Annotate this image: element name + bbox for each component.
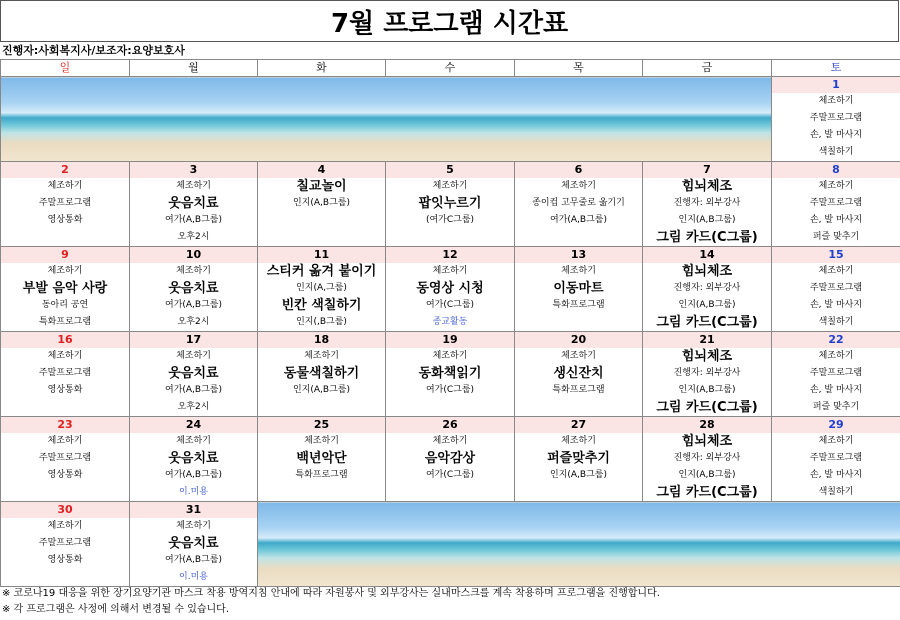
program-line: 색칠하기 bbox=[818, 487, 854, 497]
day-number: 27 bbox=[515, 417, 642, 433]
program-line: 이.미용 bbox=[179, 487, 208, 497]
program-line: 체조하기 bbox=[432, 181, 468, 191]
day-cell bbox=[130, 332, 258, 417]
program-line: 인지(A,B그룹) bbox=[293, 198, 350, 208]
day-number: 8 bbox=[772, 162, 900, 178]
day-number: 17 bbox=[130, 332, 257, 348]
day-cell bbox=[386, 332, 515, 417]
program-line: 체조하기 bbox=[176, 436, 211, 446]
day-cell bbox=[772, 77, 900, 162]
program-title: 동영상 시청 bbox=[416, 281, 484, 296]
day-number: 16 bbox=[1, 332, 129, 348]
program-line: 진행자: 외부강사 bbox=[673, 368, 741, 378]
program-line: 체조하기 bbox=[176, 266, 211, 276]
weekday-header-row bbox=[1, 60, 900, 77]
program-title: 그림 카드(C그룹) bbox=[656, 485, 758, 500]
day-number: 19 bbox=[386, 332, 514, 348]
day-number: 26 bbox=[386, 417, 514, 433]
day-cell bbox=[258, 247, 386, 332]
day-cell bbox=[643, 162, 772, 247]
day-cell bbox=[258, 162, 386, 247]
program-line: 체조하기 bbox=[561, 266, 596, 276]
program-line: 체조하기 bbox=[304, 436, 339, 446]
staff-info: 진행자:사회복지사/보조자:요양보호사 bbox=[2, 44, 185, 57]
day-cell bbox=[1, 332, 130, 417]
program-line: 체조하기 bbox=[818, 266, 854, 276]
weekday-thu: 목 bbox=[515, 60, 643, 77]
program-line: 인지(A,B그룹) bbox=[293, 385, 350, 395]
day-cell bbox=[1, 417, 130, 502]
day-number: 23 bbox=[1, 417, 129, 433]
program-line: 체조하기 bbox=[561, 351, 596, 361]
day-number: 2 bbox=[1, 162, 129, 178]
day-cell bbox=[386, 247, 515, 332]
program-title: 스티커 옮겨 붙이기 bbox=[266, 264, 377, 279]
program-title: 퍼즐맞추기 bbox=[547, 451, 610, 466]
page-title: 7월 프로그램 시간표 bbox=[0, 0, 899, 42]
program-line: 주말프로그램 bbox=[38, 368, 92, 378]
program-line: 여가(A,B그룹) bbox=[165, 300, 222, 310]
day-cell bbox=[515, 417, 643, 502]
day-number: 18 bbox=[258, 332, 385, 348]
day-number: 5 bbox=[386, 162, 514, 178]
day-cell bbox=[258, 417, 386, 502]
program-line: 주말프로그램 bbox=[38, 453, 92, 463]
weekday-sun: 일 bbox=[1, 60, 130, 77]
day-cell bbox=[1, 162, 130, 247]
program-title: 칠교놀이 bbox=[296, 179, 347, 194]
program-line: 진행자: 외부강사 bbox=[673, 283, 741, 293]
program-line: 손, 발 마사지 bbox=[809, 385, 863, 395]
program-line: 인지(A,B그룹) bbox=[678, 385, 736, 395]
program-title: 웃음치료 bbox=[168, 451, 219, 466]
program-title: 빈칸 색칠하기 bbox=[281, 298, 362, 313]
program-line: 체조하기 bbox=[176, 181, 211, 191]
program-line: 체조하기 bbox=[176, 521, 211, 531]
program-line: 체조하기 bbox=[561, 181, 596, 191]
program-line: 오후2시 bbox=[177, 232, 210, 242]
program-line: 영상통화 bbox=[47, 555, 83, 565]
day-cell bbox=[515, 332, 643, 417]
calendar-table bbox=[0, 59, 900, 587]
program-line: (여가C그룹) bbox=[425, 215, 475, 225]
day-number: 30 bbox=[1, 502, 129, 518]
day-cell bbox=[130, 417, 258, 502]
day-number: 24 bbox=[130, 417, 257, 433]
day-number: 4 bbox=[258, 162, 385, 178]
day-number: 10 bbox=[130, 247, 257, 263]
day-number: 6 bbox=[515, 162, 642, 178]
week-row bbox=[1, 332, 900, 417]
program-title: 웃음치료 bbox=[168, 536, 219, 551]
day-cell bbox=[515, 162, 643, 247]
program-title: 동물색칠하기 bbox=[283, 366, 360, 381]
program-line: 특화프로그램 bbox=[552, 300, 605, 310]
program-line: 주말프로그램 bbox=[809, 453, 863, 463]
program-line: 주말프로그램 bbox=[809, 283, 863, 293]
weekday-wed: 수 bbox=[386, 60, 515, 77]
program-line: 주말프로그램 bbox=[809, 198, 863, 208]
program-line: 인지(A,그룹) bbox=[296, 283, 347, 293]
day-number: 9 bbox=[1, 247, 129, 263]
program-line: 오후2시 bbox=[177, 317, 210, 327]
day-number: 3 bbox=[130, 162, 257, 178]
program-title: 동화책읽기 bbox=[418, 366, 482, 381]
program-line: 색칠하기 bbox=[818, 317, 854, 327]
day-cell bbox=[1, 247, 130, 332]
program-line: 체조하기 bbox=[304, 351, 339, 361]
program-title: 생신잔치 bbox=[553, 366, 604, 381]
program-line: 여가(A,B그룹) bbox=[165, 215, 222, 225]
day-number: 11 bbox=[258, 247, 385, 263]
program-line: 체조하기 bbox=[432, 266, 468, 276]
program-title: 웃음치료 bbox=[168, 281, 219, 296]
program-line: 여가(C그룹) bbox=[425, 385, 475, 395]
program-line: 손, 발 마사지 bbox=[809, 470, 863, 480]
footnote: ※ 각 프로그램은 사정에 의해서 변경될 수 있습니다. bbox=[2, 604, 230, 615]
day-cell bbox=[386, 417, 515, 502]
day-number: 20 bbox=[515, 332, 642, 348]
program-title: 웃음치료 bbox=[168, 366, 219, 381]
program-line: 주말프로그램 bbox=[809, 113, 863, 123]
program-line: 체조하기 bbox=[47, 351, 83, 361]
program-title: 힘뇌체조 bbox=[681, 264, 733, 279]
program-line: 진행자: 외부강사 bbox=[673, 198, 741, 208]
program-title: 그림 카드(C그룹) bbox=[656, 400, 758, 415]
day-cell bbox=[772, 162, 900, 247]
beach-image bbox=[258, 502, 900, 587]
program-title: 그림 카드(C그룹) bbox=[656, 230, 758, 245]
program-line: 체조하기 bbox=[47, 436, 83, 446]
footnote: ※ 코로나19 대응을 위한 장기요양기관 마스크 착용 방역지침 안내에 따라 자원봉사 및 외부강사는 실내마스크를 계속 착용하며 프로그램을 진행합니다. bbox=[2, 588, 660, 599]
program-line: 여가(A,B그룹) bbox=[165, 470, 222, 480]
program-title: 이동마트 bbox=[553, 281, 604, 296]
day-cell bbox=[643, 332, 772, 417]
program-line: 종교활동 bbox=[432, 317, 468, 327]
day-number: 13 bbox=[515, 247, 642, 263]
program-line: 여가(A,B그룹) bbox=[550, 215, 607, 225]
program-title: 부발 음악 사랑 bbox=[22, 281, 108, 296]
day-number: 1 bbox=[772, 77, 900, 93]
program-line: 주말프로그램 bbox=[809, 368, 863, 378]
day-cell bbox=[515, 247, 643, 332]
day-cell bbox=[643, 247, 772, 332]
program-line: 주말프로그램 bbox=[38, 538, 92, 548]
program-line: 손, 발 마사지 bbox=[809, 300, 863, 310]
week-row bbox=[1, 77, 900, 162]
weekday-fri: 금 bbox=[643, 60, 772, 77]
day-cell bbox=[258, 332, 386, 417]
day-cell bbox=[130, 162, 258, 247]
program-title: 그림 카드(C그룹) bbox=[656, 315, 758, 330]
program-line: 이.미용 bbox=[179, 572, 208, 582]
program-line: 오후2시 bbox=[177, 402, 210, 412]
week-row bbox=[1, 162, 900, 247]
program-title: 음악감상 bbox=[424, 451, 476, 466]
day-cell bbox=[130, 247, 258, 332]
program-title: 백년악단 bbox=[296, 451, 347, 466]
day-cell bbox=[1, 502, 130, 587]
day-cell bbox=[772, 417, 900, 502]
day-number: 22 bbox=[772, 332, 900, 348]
day-cell bbox=[386, 162, 515, 247]
program-line: 영상통화 bbox=[47, 215, 83, 225]
program-line: 체조하기 bbox=[561, 436, 596, 446]
program-line: 퍼즐 맞추기 bbox=[812, 232, 860, 242]
program-line: 체조하기 bbox=[432, 351, 468, 361]
program-line: 인지(A,B그룹) bbox=[678, 300, 736, 310]
program-line: 주말프로그램 bbox=[38, 198, 92, 208]
program-line: 체조하기 bbox=[47, 181, 83, 191]
program-line: 특화프로그램 bbox=[38, 317, 92, 327]
program-line: 동아리 공연 bbox=[41, 300, 89, 310]
beach-image bbox=[1, 77, 772, 162]
day-number: 29 bbox=[772, 417, 900, 433]
week-row bbox=[1, 502, 900, 587]
day-cell bbox=[772, 332, 900, 417]
program-line: 손, 발 마사지 bbox=[809, 130, 863, 140]
day-number: 15 bbox=[772, 247, 900, 263]
program-line: 퍼즐 맞추기 bbox=[812, 402, 860, 412]
program-line: 특화프로그램 bbox=[295, 470, 348, 480]
weekday-mon: 월 bbox=[130, 60, 258, 77]
program-line: 인지(A,B그룹) bbox=[678, 215, 736, 225]
program-line: 영상통화 bbox=[47, 385, 83, 395]
program-line: 종이컵 고무줄로 옮기기 bbox=[532, 198, 625, 208]
program-line: 여가(A,B그룹) bbox=[165, 385, 222, 395]
program-line: 특화프로그램 bbox=[552, 385, 605, 395]
program-line: 진행자: 외부강사 bbox=[673, 453, 741, 463]
program-line: 체조하기 bbox=[818, 181, 854, 191]
day-number: 12 bbox=[386, 247, 514, 263]
program-line: 체조하기 bbox=[818, 351, 854, 361]
program-line: 체조하기 bbox=[47, 266, 83, 276]
day-number: 31 bbox=[130, 502, 257, 518]
program-line: 체조하기 bbox=[176, 351, 211, 361]
program-line: 체조하기 bbox=[432, 436, 468, 446]
program-title: 힘뇌체조 bbox=[681, 349, 733, 364]
program-line: 영상통화 bbox=[47, 470, 83, 480]
day-number: 28 bbox=[643, 417, 771, 433]
program-line: 색칠하기 bbox=[818, 147, 854, 157]
weekday-sat: 토 bbox=[772, 60, 900, 77]
day-number: 25 bbox=[258, 417, 385, 433]
program-line: 인지(A,B그룹) bbox=[550, 470, 607, 480]
program-line: 손, 발 마사지 bbox=[809, 215, 863, 225]
week-row bbox=[1, 417, 900, 502]
day-cell bbox=[772, 247, 900, 332]
footnotes bbox=[2, 586, 660, 618]
program-line: 체조하기 bbox=[47, 521, 83, 531]
program-line: 체조하기 bbox=[818, 96, 854, 106]
program-line: 여가(C그룹) bbox=[425, 300, 475, 310]
day-cell bbox=[130, 502, 258, 587]
day-cell bbox=[643, 417, 772, 502]
program-line: 인지(A,B그룹) bbox=[678, 470, 736, 480]
program-line: 인지(,B그룹) bbox=[296, 317, 347, 327]
weekday-tue: 화 bbox=[258, 60, 386, 77]
program-title: 힘뇌체조 bbox=[681, 179, 733, 194]
program-line: 여가(A,B그룹) bbox=[165, 555, 222, 565]
program-line: 여가(C그룹) bbox=[425, 470, 475, 480]
program-title: 웃음치료 bbox=[168, 196, 219, 211]
program-title: 힘뇌체조 bbox=[681, 434, 733, 449]
day-number: 14 bbox=[643, 247, 771, 263]
program-line: 체조하기 bbox=[818, 436, 854, 446]
day-number: 7 bbox=[643, 162, 771, 178]
day-number: 21 bbox=[643, 332, 771, 348]
program-title: 팝잇누르기 bbox=[418, 196, 482, 211]
week-row bbox=[1, 247, 900, 332]
